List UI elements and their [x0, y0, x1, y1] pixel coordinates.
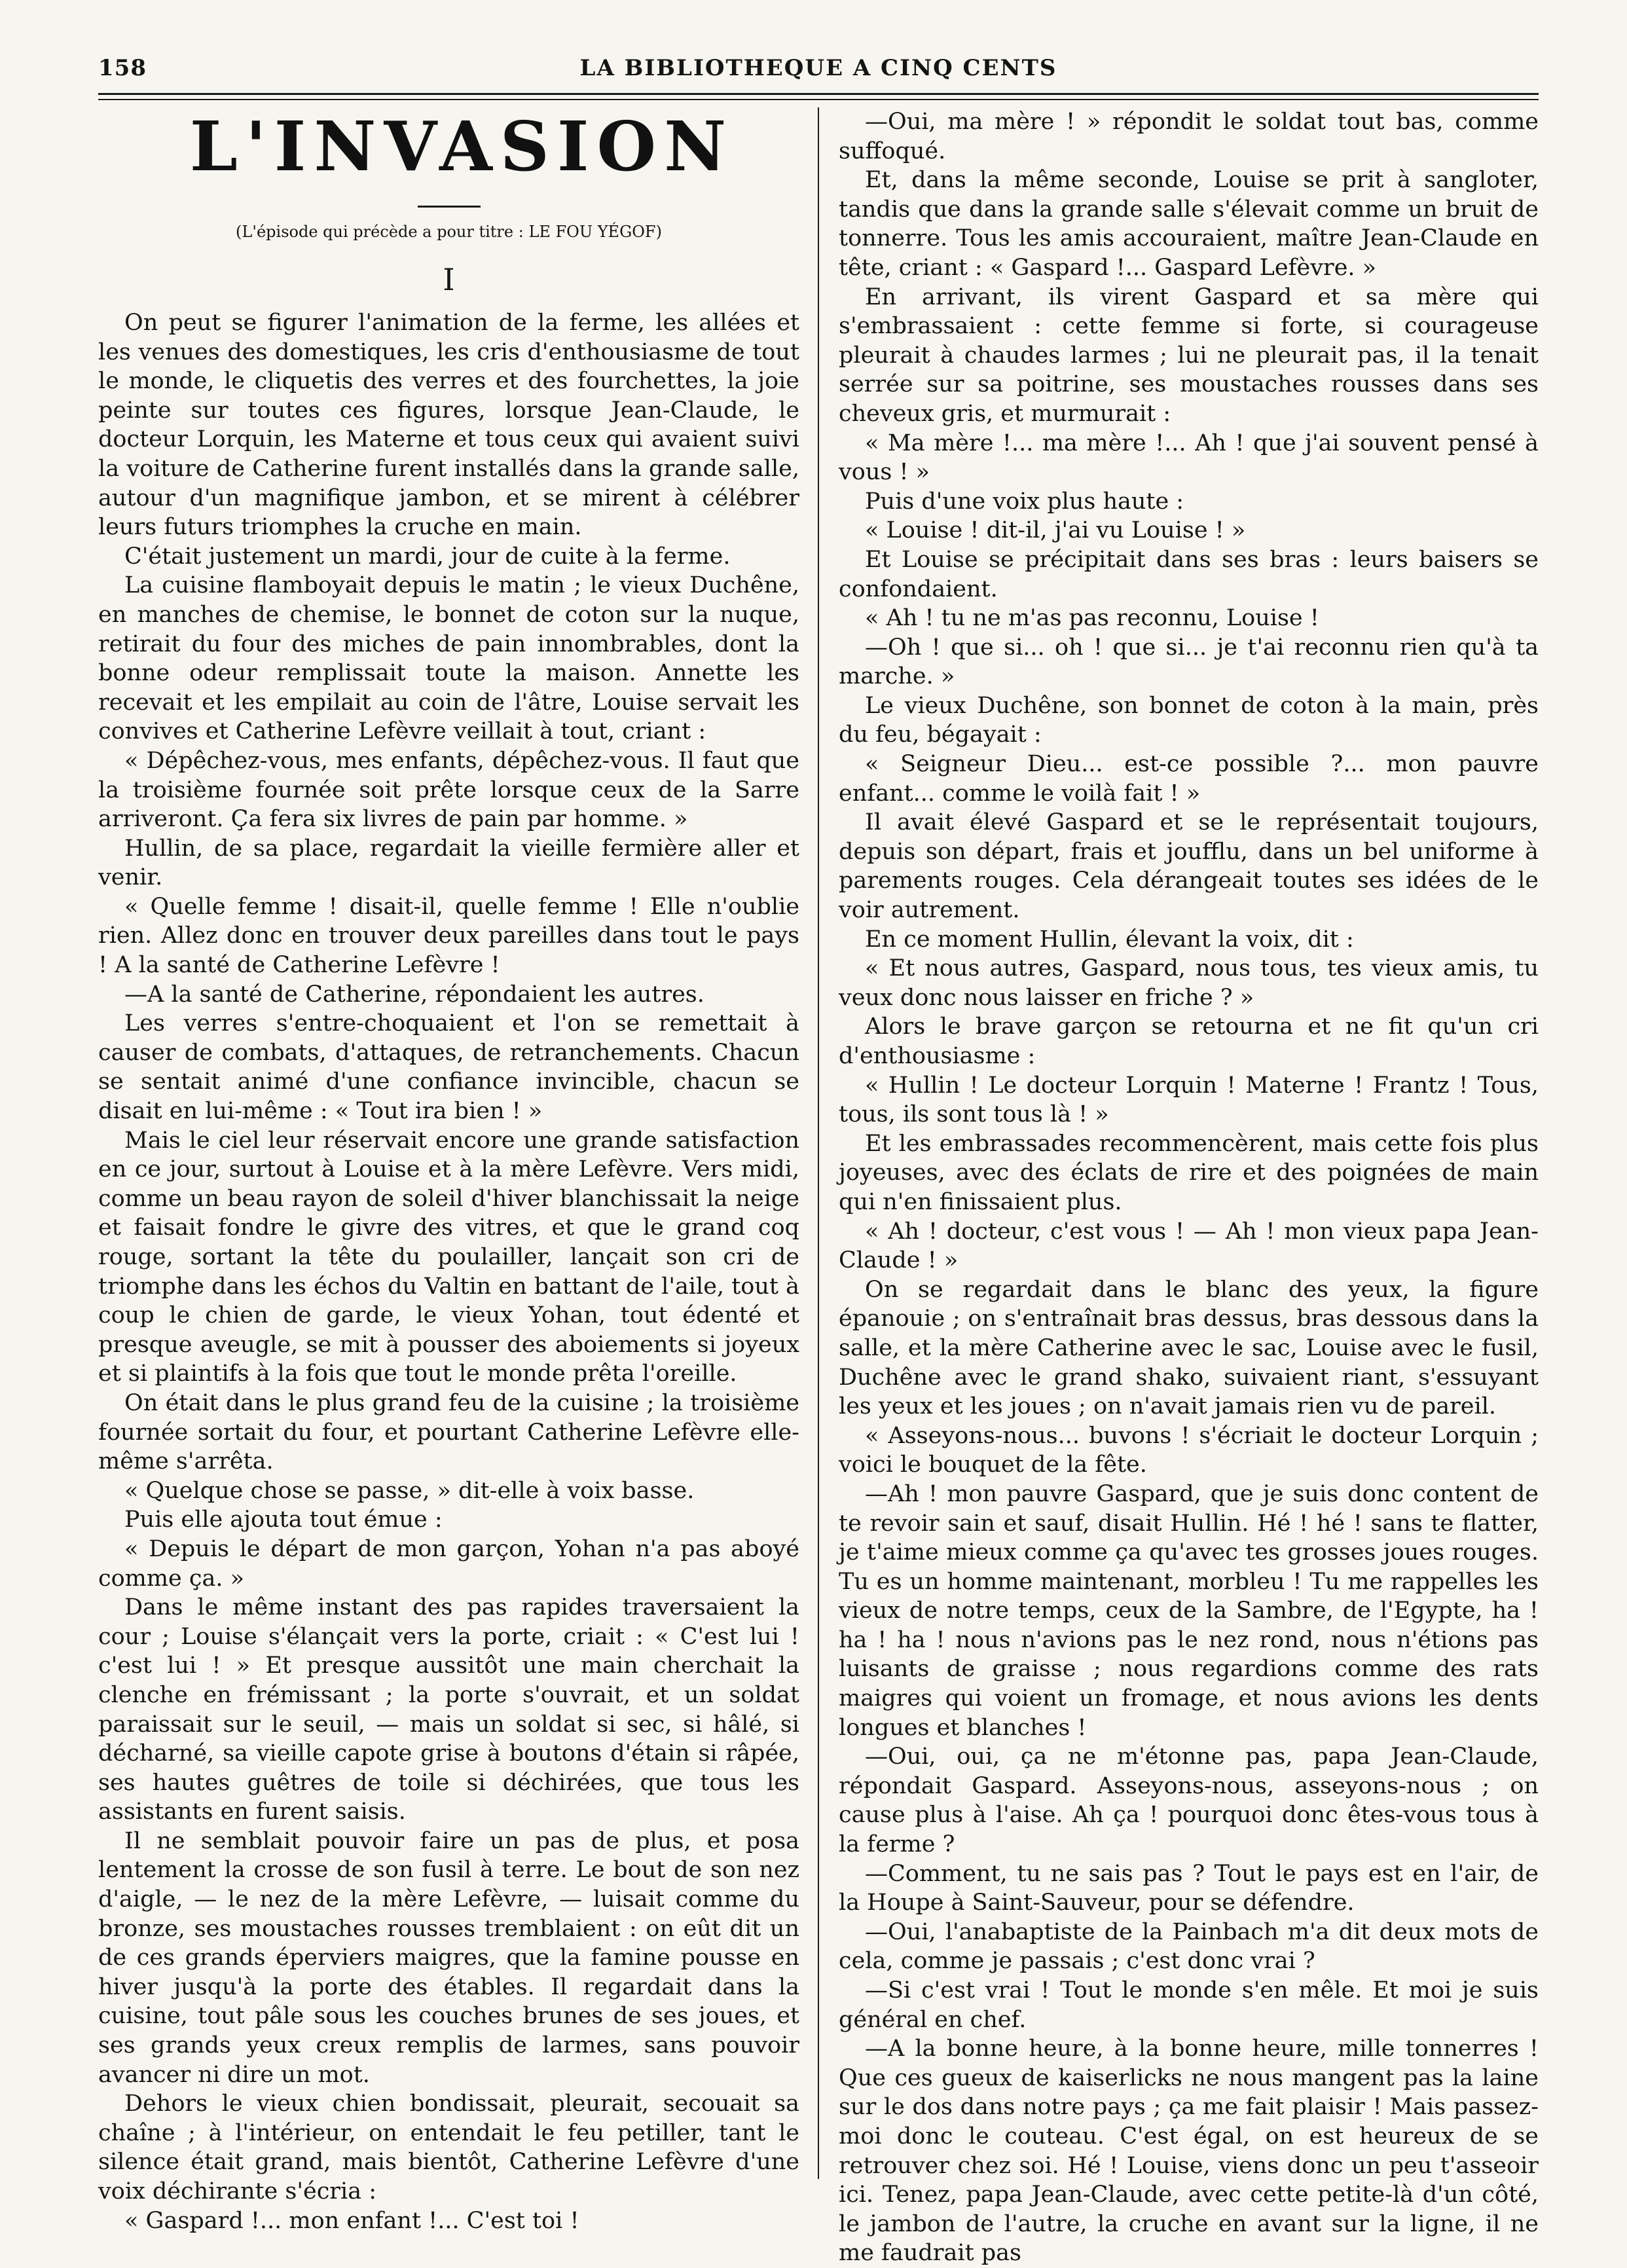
paragraph: Puis d'une voix plus haute : — [865, 488, 1184, 515]
page-header — [98, 51, 1539, 93]
paragraph: Dehors le vieux chien bondissait, pleurait, secouait sa chaîne ; à l'intérieur, on entendait le feu petiller, tant le silence était grand, mais bientôt, Catherine Lefèvre d'une voix déchirante s'écria : — [98, 2091, 799, 2204]
paragraph: « Quelle femme ! disait-il, quelle femme ! Elle n'oublie rien. Allez donc en trouver deux pareilles dans tout le pays ! A la santé de Catherine Lefèvre ! — [98, 893, 799, 979]
paragraph: C'était justement un mardi, jour de cuite à la ferme. — [124, 543, 731, 570]
column-divider — [818, 107, 819, 2179]
paragraph: « Ma mère !... ma mère !... Ah ! que j'ai souvent pensé à vous ! » — [839, 430, 1539, 486]
paragraph: « Seigneur Dieu... est-ce possible ?... mon pauvre enfant... comme le voilà fait ! » — [839, 751, 1539, 807]
paragraph: « Et nous autres, Gaspard, nous tous, tes vieux amis, tu veux donc nous laisser en friche ? » — [839, 955, 1539, 1011]
paragraph: « Quelque chose se passe, » dit-elle à voix basse. — [124, 1477, 695, 1504]
newspaper-page — [98, 51, 1539, 2267]
paragraph: Il avait élevé Gaspard et se le représentait toujours, depuis son départ, frais et joufflu, dans un bel uniforme à parements rouges. Cela dérangeait toutes ses idées de le voir autrement. — [839, 809, 1539, 924]
title-rule — [418, 206, 481, 208]
header-rule — [98, 93, 1539, 100]
paragraph: —Oh ! que si... oh ! que si... je t'ai reconnu rien qu'à ta marche. » — [839, 634, 1539, 690]
paragraph: Et, dans la même seconde, Louise se prit à sangloter, tandis que dans la grande salle s'élevait comme un bruit de tonnerre. Tous les amis accouraient, maître Jean-Claude en tête, criant : « Gaspard !... Gaspard Lefèvre. » — [839, 167, 1539, 281]
paragraph: Le vieux Duchêne, son bonnet de coton à la main, près du feu, bégayait : — [839, 692, 1539, 748]
right-paragraphs — [839, 107, 1539, 2268]
article-subtitle: (L'épisode qui précède a pour titre : LE FOU YÉGOF) — [236, 223, 662, 241]
paragraph: Dans le même instant des pas rapides traversaient la cour ; Louise s'élançait vers la porte, criait : « C'est lui ! c'est lui ! » Et presque aussitôt une main cherchait la clenche en frémissant ; la porte s'ouvrait, et un soldat paraissait sur le seuil, — mais un soldat si sec, si hâlé, si décharné, sa vieille capote grise à boutons d'étain si râpée, ses hautes guêtres de toile si déchirées, que tous les assistants en furent saisis. — [98, 1594, 799, 1825]
paragraph: Les verres s'entre-choquaient et l'on se remettait à causer de combats, d'attaques, de retranchements. Chacun se sentait animé d'une confiance invincible, chacun se disait en lui-même : « Tout ira bien ! » — [98, 1010, 799, 1125]
paragraph: On était dans le plus grand feu de la cuisine ; la troisième fournée sortait du four, et pourtant Catherine Lefèvre elle-même s'arrêta. — [98, 1389, 799, 1475]
paragraph: Et Louise se précipitait dans ses bras : leurs baisers se confondaient. — [839, 546, 1539, 602]
paragraph: Alors le brave garçon se retourna et ne fit qu'un cri d'enthousiasme : — [839, 1014, 1539, 1069]
paragraph: —Oui, oui, ça ne m'étonne pas, papa Jean-Claude, répondait Gaspard. Asseyons-nous, asseyons-nous ; on cause plus à l'aise. Ah ça ! pourquoi donc êtes-vous tous à la ferme ? — [839, 1744, 1539, 1858]
paragraph: —Oui, l'anabaptiste de la Painbach m'a dit deux mots de cela, comme je passais ; c'est donc vrai ? — [839, 1918, 1539, 1975]
section-number: I — [443, 262, 455, 297]
paragraph: « Asseyons-nous... buvons ! s'écriait le docteur Lorquin ; voici le bouquet de la fête. — [839, 1422, 1539, 1478]
paragraph: « Ah ! tu ne m'as pas reconnu, Louise ! — [865, 605, 1319, 632]
left-paragraphs — [98, 308, 799, 2235]
paragraph: —Comment, tu ne sais pas ? Tout le pays est en l'air, de la Houpe à Saint-Sauveur, pour se défendre. — [839, 1860, 1539, 1916]
paragraph: Mais le ciel leur réservait encore une grande satisfaction en ce jour, surtout à Louise et à la mère Lefèvre. Vers midi, comme un beau rayon de soleil d'hiver blanchissait la neige et faisait fondre le givre des vitres, et que le grand coq rouge, sortant la tête du poulailler, lançait son cri de triomphe dans les échos du Valtin en battant de l'aile, tout à coup le chien de garde, le vieux Yohan, tout édenté et presque aveugle, se mit à pousser des aboiements si joyeux et si plaintifs à la fois que tout le monde prêta l'oreille. — [98, 1127, 799, 1387]
paragraph: « Ah ! docteur, c'est vous ! — Ah ! mon vieux papa Jean-Claude ! » — [839, 1218, 1539, 1274]
page-number: 158 — [98, 55, 147, 81]
paragraph: —A la santé de Catherine, répondaient les autres. — [124, 981, 704, 1008]
paragraph: « Dépêchez-vous, mes enfants, dépêchez-vous. Il faut que la troisième fournée soit prête lorsque ceux de la Sarre arriveront. Ça fera six livres de pain par homme. » — [98, 747, 799, 833]
paragraph: La cuisine flamboyait depuis le matin ; le vieux Duchêne, en manches de chemise, le bonnet de coton sur la nuque, retirait du four des miches de pain innombrables, dont la bonne odeur remplissait toute la maison. Annette les recevait et les empilait au coin de l'âtre, Louise servait les convives et Catherine Lefèvre veillait à tout, criant : — [98, 572, 799, 745]
paragraph: En ce moment Hullin, élevant la voix, dit : — [865, 926, 1354, 953]
paragraph: On se regardait dans le blanc des yeux, la figure épanouie ; on s'entraînait bras dessus, bras dessous dans la salle, et la mère Catherine avec le sac, Louise avec le fusil, Duchêne avec le grand shako, suivaient riant, s'essuyant les yeux et les joues ; on n'avait jamais rien vu de pareil. — [839, 1276, 1539, 1420]
text-columns — [98, 106, 1539, 2267]
paragraph: « Hullin ! Le docteur Lorquin ! Materne ! Frantz ! Tous, tous, ils sont tous là ! » — [839, 1072, 1539, 1128]
paragraph: « Gaspard !... mon enfant !... C'est toi ! — [124, 2207, 579, 2234]
paragraph: Et les embrassades recommencèrent, mais cette fois plus joyeuses, avec des éclats de rire et des poignées de main qui n'en finissaient plus. — [839, 1130, 1539, 1215]
paragraph: Puis elle ajouta tout émue : — [124, 1507, 443, 1533]
paragraph: —Oui, ma mère ! » répondit le soldat tout bas, comme suffoqué. — [839, 109, 1539, 164]
paragraph: —Ah ! mon pauvre Gaspard, que je suis donc content de te revoir sain et sauf, disait Hullin. Hé ! hé ! sans te flatter, je t'aime mieux comme ça qu'avec tes grosses joues rouges. Tu es un homme maintenant, morbleu ! Tu me rappelles les vieux de notre temps, ceux de la Sambre, de l'Egypte, ha ! ha ! ha ! nous n'avions pas le nez rond, nous n'étions pas luisants de graisse ; nous regardions comme des rats maigres qui voient un fromage, et nous avions les dents longues et blanches ! — [839, 1480, 1539, 1741]
paragraph: « Louise ! dit-il, j'ai vu Louise ! » — [865, 517, 1246, 544]
left-column — [98, 106, 809, 2234]
article-title: L'INVASION — [189, 106, 735, 187]
paragraph: En arrivant, ils virent Gaspard et sa mère qui s'embrassaient : cette femme si forte, si courageuse pleurait à chaudes larmes ; lui ne pleurait pas, il la tenait serrée sur sa poitrine, ses moustaches rousses dans ses cheveux gris, et murmurait : — [839, 284, 1539, 427]
paragraph: —A la bonne heure, à la bonne heure, mille tonnerres ! Que ces gueux de kaiserlicks ne nous mangent pas la laine sur le dos dans notre pays ; ça me fait plaisir ! Mais passez-moi donc le couteau. C'est égal, on est heureux de se retrouver chez soi. Hé ! Louise, viens donc un peu t'asseoir ici. Tenez, papa Jean-Claude, avec cette petite-là d'un côté, le jambon de l'autre, la cruche en avant sur la ligne, il ne me faudrait pas — [839, 2036, 1539, 2267]
paragraph: Il ne semblait pouvoir faire un pas de plus, et posa lentement la crosse de son fusil à terre. Le bout de son nez d'aigle, — le nez de la mère Lefèvre, — luisait comme du bronze, ses moustaches rousses tremblaient : on eût dit un de ces grands éperviers maigres, que la famine pousse en hiver jusqu'à la porte des étables. Il regardait dans la cuisine, tout pâle sous les couches brunes de ses joues, et ses grands yeux creux remplis de larmes, sans pouvoir avancer ni dire un mot. — [98, 1827, 799, 2088]
paragraph: On peut se figurer l'animation de la ferme, les allées et les venues des domestiques, les cris d'enthousiasme de tout le monde, le cliquetis des verres et des fourchettes, la joie peinte sur toutes ces figures, lorsque Jean-Claude, le docteur Lorquin, les Materne et tous ceux qui avaient suivi la voiture de Catherine furent installés dans la grande salle, autour d'un magnifique jambon, et se mirent à célébrer leurs futurs triomphes la cruche en main. — [98, 310, 799, 541]
paragraph: Hullin, de sa place, regardait la vieille fermière aller et venir. — [98, 835, 799, 891]
paragraph: —Si c'est vrai ! Tout le monde s'en mêle. Et moi je suis général en chef. — [839, 1977, 1539, 2033]
running-title: LA BIBLIOTHEQUE A CINQ CENTS — [579, 55, 1057, 81]
right-column — [828, 107, 1539, 2267]
paragraph: « Depuis le départ de mon garçon, Yohan n'a pas aboyé comme ça. » — [98, 1535, 799, 1592]
